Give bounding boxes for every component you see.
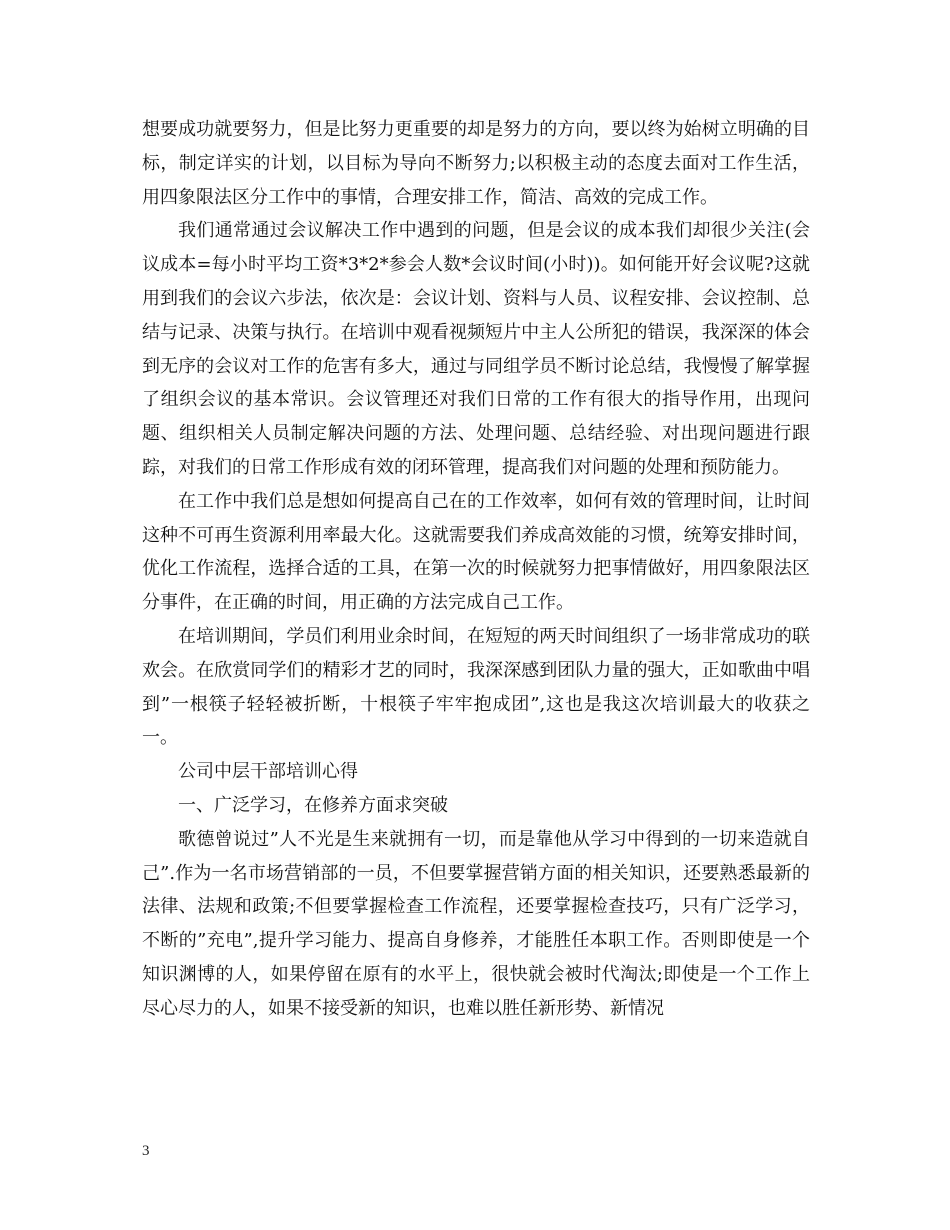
section-heading-broad-learning: 一、广泛学习，在修养方面求突破 — [178, 794, 448, 816]
paragraph-time-efficiency: 在工作中我们总是想如何提高自己在的工作效率，如何有效的管理时间，让时间这种不可再生资源利用率最大化。这就需要我们养成高效能的习惯，统筹安排时间，优化工作流程，选择合适的工具，在第一次的时候就努力把事情做好，用四象限法区分事件，在正确的时间，用正确的方法完成自己工作。 — [142, 490, 810, 614]
paragraph-goethe-quote: 歌德曾说过”人不光是生来就拥有一切，而是靠他从学习中得到的一切来造就自己”.作为一名市场营销部的一员，不但要掌握营销方面的相关知识，还要熟悉最新的法律、法规和政策;不但要掌握检查工作流程，还要掌握检查技巧，只有广泛学习，不断的”充电”,提升学习能力、提高自身修养，才能胜任本职工作。否则即使是一个知识渊博的人，如果停留在原有的水平上，很快就会被时代淘汰;即使是一个工作上尽心尽力的人，如果不接受新的知识，也难以胜任新形势、新情况 — [142, 828, 810, 1019]
page-number: 3 — [142, 1143, 150, 1159]
section-title: 公司中层干部培训心得 — [178, 761, 358, 783]
document-body — [142, 113, 810, 1026]
paragraph-meeting-management: 我们通常通过会议解决工作中遇到的问题，但是会议的成本我们却很少关注(会议成本=每小时平均工资*3*2*参会人数*会议时间(小时))。如何能开好会议呢?这就用到我们的会议六步法，依次是：会议计划、资料与人员、议程安排、会议控制、总结与记录、决策与执行。在培训中观看视频短片中主人公所犯的错误，我深深的体会到无序的会议对工作的危害有多大，通过与同组学员不断讨论总结，我慢慢了解掌握了组织会议的基本常识。会议管理还对我们日常的工作有很大的指导作用，出现问题、组织相关人员制定解决问题的方法、处理问题、总结经验、对出现问题进行跟踪，对我们的日常工作形成有效的闭环管理，提高我们对问题的处理和预防能力。 — [142, 220, 810, 478]
paragraph-team-party: 在培训期间，学员们利用业余时间，在短短的两天时间组织了一场非常成功的联欢会。在欣赏同学们的精彩才艺的同时，我深深感到团队力量的强大，正如歌曲中唱到”一根筷子轻轻被折断，十根筷子牢牢抱成团”,这也是我这次培训最大的收获之一。 — [142, 625, 810, 749]
paragraph-goal-direction: 想要成功就要努力，但是比努力更重要的却是努力的方向，要以终为始树立明确的目标，制定详实的计划，以目标为导向不断努力;以积极主动的态度去面对工作生活，用四象限法区分工作中的事情，合理安排工作，简洁、高效的完成工作。 — [142, 119, 810, 208]
